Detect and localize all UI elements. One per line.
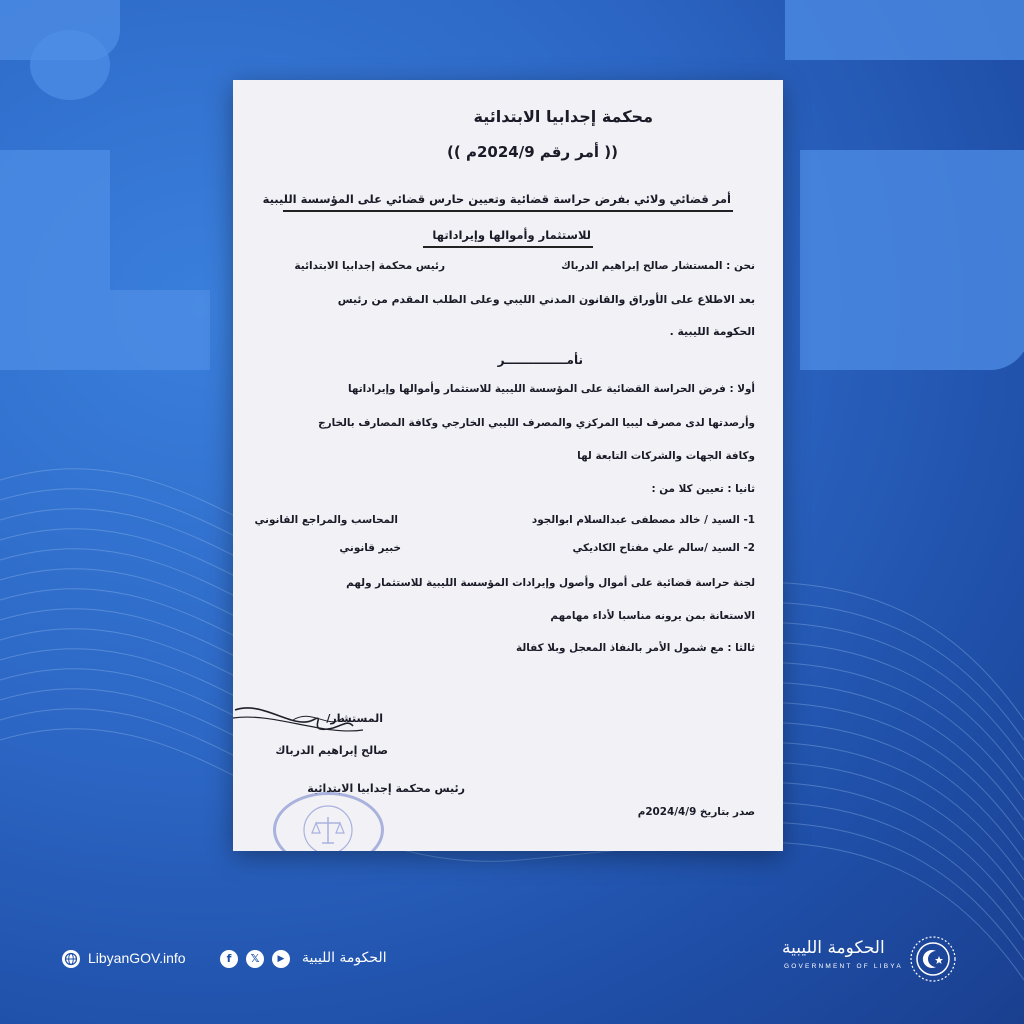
person-1-role: المحاسب والمراجع القانوني <box>254 514 398 526</box>
brand-english: GOVERNMENT OF LIBYA <box>784 963 903 970</box>
social-account-name: الحكومة الليبية <box>302 950 387 966</box>
third-clause: ثالثا : مع شمول الأمر بالنفاذ المعجل وبلا كفالة <box>516 642 755 654</box>
facebook-icon[interactable]: f <box>220 950 238 968</box>
first-clause-3: وكافة الجهات والشركات التابعة لها <box>577 450 755 462</box>
globe-icon[interactable] <box>62 950 80 968</box>
we-line: نحن : المستشار صالح إبراهيم الدرباك <box>561 260 755 272</box>
order-heading: نأمـــــــــــــــر <box>497 353 583 367</box>
issue-date: صدر بتاريخ 2024/4/9م <box>637 806 755 818</box>
court-seal-stamp <box>273 792 384 851</box>
subject-underline <box>423 246 593 248</box>
signature-title: المستشار/ <box>326 712 383 725</box>
court-title: محكمة إجدابيا الابتدائية <box>473 107 653 126</box>
brand-arabic: الحكومة الليبية <box>782 938 885 958</box>
second-clause: ثانيا : تعيين كلا من : <box>651 483 755 495</box>
person-2-role: خبير قانوني <box>339 542 401 554</box>
libya-emblem-icon <box>908 934 958 984</box>
court-order-document <box>233 80 783 851</box>
bg-shape <box>0 150 110 370</box>
youtube-icon[interactable]: ▶ <box>272 950 290 968</box>
first-clause-1: أولا : فرض الحراسة القضائية على المؤسسة الليبية للاستثمار وأموالها وإيراداتها <box>347 383 755 395</box>
signature-position: رئيس محكمة إجدابيا الابتدائية <box>307 782 465 795</box>
website-link[interactable]: LibyanGOV.info <box>88 950 186 966</box>
after-review-line-1: بعد الاطلاع على الأوراق والقانون المدني الليبي وعلى الطلب المقدم من رئيس <box>337 293 755 306</box>
subject-line-2: للاستثمار وأموالها وإيراداتها <box>432 228 591 242</box>
bg-shape <box>800 150 1024 370</box>
order-number: (( أمر رقم 2024/9م )) <box>447 143 618 161</box>
subject-underline <box>283 210 733 212</box>
bg-shape <box>110 290 210 370</box>
after-review-line-2: الحكومة الليبية . <box>669 325 755 338</box>
bg-shape <box>30 30 110 100</box>
committee-line-2: الاستعانة بمن يرونه مناسبا لأداء مهامهم <box>550 610 755 622</box>
person-2-name: 2- السيد /سالم علي مفتاح الكاديكي <box>572 542 755 554</box>
signature-name: صالح إبراهيم الدرباك <box>275 744 388 757</box>
x-icon[interactable]: 𝕏 <box>246 950 264 968</box>
first-clause-2: وأرصدتها لدى مصرف ليبيا المركزي والمصرف الليبي الخارجي وكافة المصارف بالخارج <box>318 417 755 429</box>
we-title: رئيس محكمة إجدابيا الابتدائية <box>294 260 445 272</box>
person-1-name: 1- السيد / خالد مصطفى عبدالسلام ابوالجود <box>531 514 755 526</box>
subject-line-1: أمر قضائي ولائي بفرض حراسة قضائية وتعيين حارس قضائي على المؤسسة الليبية <box>262 192 731 206</box>
scales-icon <box>276 795 381 851</box>
footer <box>0 920 1024 1000</box>
committee-line-1: لجنة حراسة قضائية على أموال وأصول وإيرادات المؤسسة الليبية للاستثمار ولهم <box>346 577 755 589</box>
bg-shape <box>785 0 1024 60</box>
